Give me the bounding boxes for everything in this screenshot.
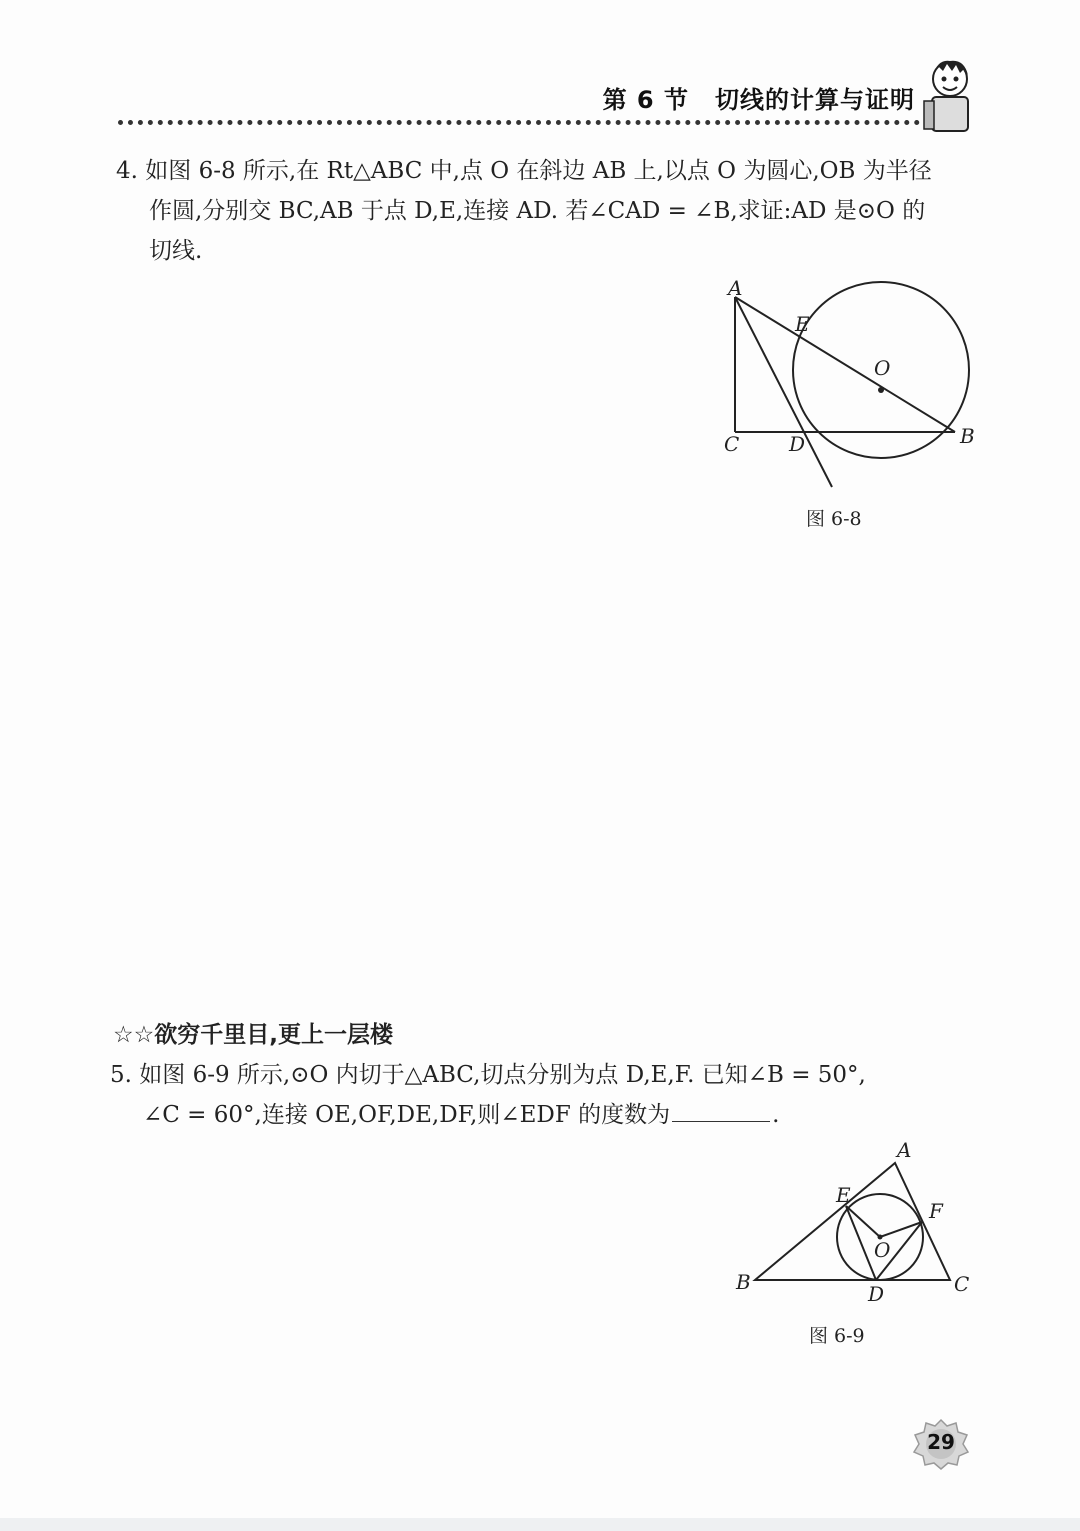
label-f: F — [929, 1199, 943, 1223]
figure-6-8-caption: 图 6-8 — [806, 508, 862, 530]
figure-6-9-caption: 图 6-9 — [809, 1325, 865, 1347]
figure-6-9 — [730, 1135, 980, 1310]
label-d: D — [868, 1282, 885, 1306]
chapter-title — [603, 80, 915, 115]
section-number: 第 6 节 — [602, 86, 689, 114]
label-c: C — [724, 432, 740, 456]
section-title: 切线的计算与证明 — [715, 86, 915, 114]
header-dashed-rule — [118, 120, 930, 125]
question-4-line-3: 切线. — [149, 238, 203, 264]
question-5-line-2-text: ∠C = 60°,连接 OE,OF,DE,DF,则∠EDF 的度数为 — [143, 1102, 671, 1128]
question-5-text — [110, 1055, 975, 1135]
figure-6-8 — [710, 275, 990, 495]
question-5-line-1: 5. 如图 6-9 所示,⊙O 内切于△ABC,切点分别为点 D,E,F. 已知∠B = 50°, — [110, 1062, 866, 1088]
label-e: E — [836, 1183, 851, 1207]
label-e: E — [795, 312, 810, 336]
section-heading: ☆☆欲穷千里目,更上一层楼 — [113, 1022, 393, 1048]
line-ad — [735, 297, 832, 487]
label-o: O — [874, 356, 891, 380]
answer-blank[interactable] — [672, 1099, 770, 1122]
page-number: 29 — [927, 1430, 955, 1454]
label-a: A — [897, 1138, 912, 1162]
bottom-strip — [0, 1518, 1080, 1531]
label-b: B — [736, 1270, 751, 1294]
label-d: D — [789, 432, 806, 456]
label-c: C — [954, 1272, 970, 1296]
question-5-line-2-end: . — [772, 1102, 780, 1128]
label-b: B — [960, 424, 975, 448]
label-o: O — [874, 1238, 891, 1262]
segment-ab — [735, 297, 955, 432]
point-o — [878, 387, 884, 393]
mascot-icon — [920, 55, 980, 135]
page-header — [0, 70, 1080, 140]
question-4-line-1: 4. 如图 6-8 所示,在 Rt△ABC 中,点 O 在斜边 AB 上,以点 O 为圆心,OB 为半径 — [116, 158, 932, 184]
question-5-line-2 — [110, 1095, 975, 1135]
question-4-text — [116, 151, 981, 271]
label-a: A — [728, 276, 743, 300]
question-4-line-2: 作圆,分别交 BC,AB 于点 D,E,连接 AD. 若∠CAD = ∠B,求证:AD 是⊙O 的 — [149, 198, 926, 224]
segment-oe — [846, 1206, 880, 1237]
